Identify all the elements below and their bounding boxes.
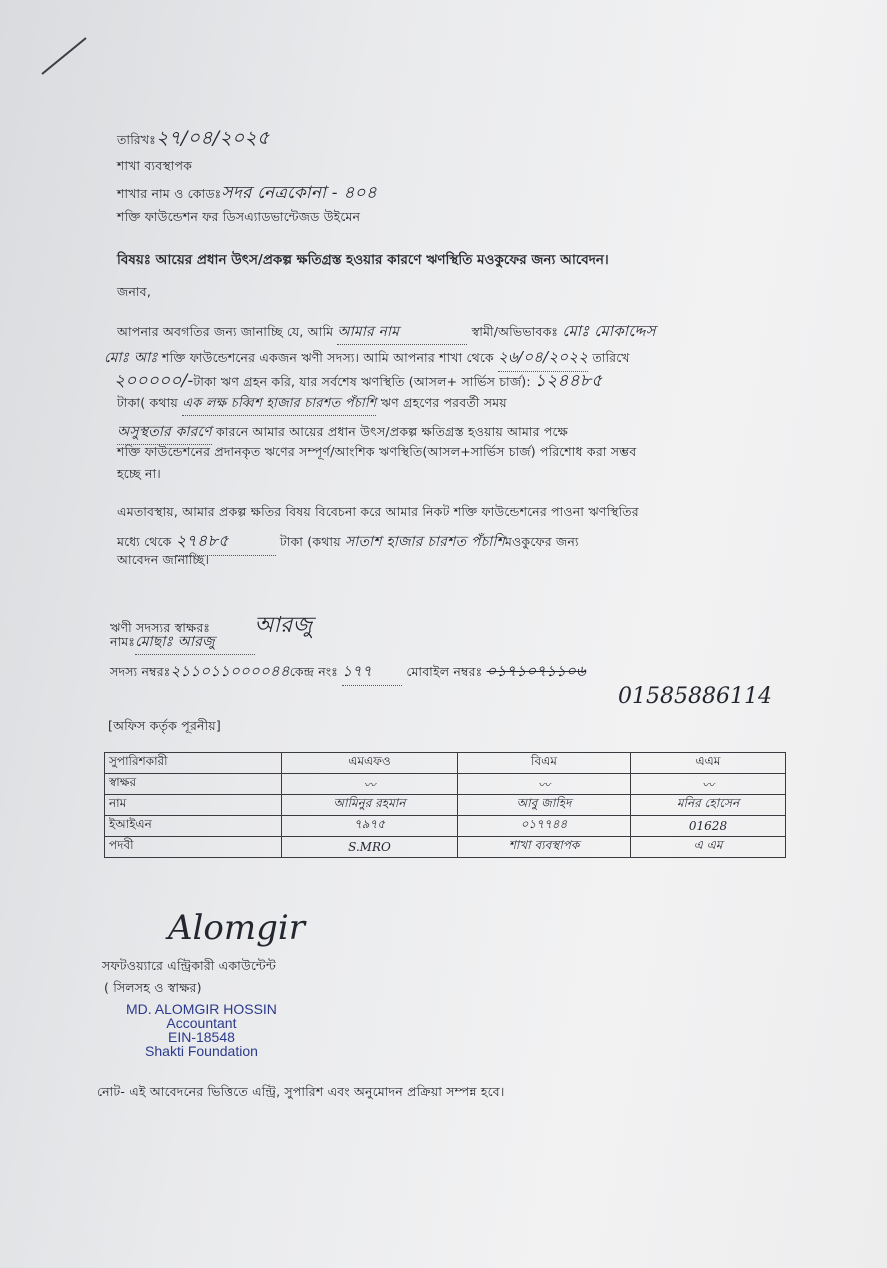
branch-label: শাখার নাম ও কোডঃ — [117, 186, 222, 201]
loan-date: ২৬/০৪/২০২২ — [498, 346, 588, 372]
seal-note: ( সিলসহ ও স্বাক্ষর) — [104, 980, 202, 995]
para1-line1: আপনার অবগতির জন্য জানাচ্ছি যে, আমি আমার নাম স্বামী/অভিভাবকঃ মোঃ মোকাদ্দেস — [117, 320, 656, 345]
signature-mfo: 〰 — [282, 774, 458, 795]
para2-line1: এমতাবস্থায়, আমার প্রকল্প ক্ষতির বিষয় বিবেচনা করে আমার নিকট শক্তি ফাউন্ডেশনের পাওনা ঋণস্থিতির — [117, 504, 639, 519]
member-id-line: সদস্য নম্বরঃ২১১০১১০০০০৪৪কেন্দ্র নংঃ ১৭৭ মোবাইল নম্বরঃ ০১৭১০৭১১০৬ — [110, 660, 586, 686]
table-cell: 01628 — [631, 816, 786, 837]
pen-stroke-mark — [38, 34, 90, 78]
organization-name: শক্তি ফাউন্ডেশন ফর ডিসএ্যাডভান্টেজড উইমেন — [117, 209, 361, 224]
stamp-line: EIN-18548 — [167, 1029, 235, 1045]
para1-line6: শক্তি ফাউন্ডেশনের প্রদানকৃত ঋণের সম্পূর্ণ/আংশিক ঋণস্থিতি(আসল+সার্ভিস চার্জ) পরিশোধ করা সম্ভব — [117, 444, 637, 459]
guardian-name-cont: মোঃ আঃ — [104, 350, 158, 366]
office-table — [104, 752, 786, 858]
branch-value: সদর নেত্রকোনা - ৪০৪ — [221, 183, 378, 203]
table-cell: মনির হোসেন — [631, 795, 786, 816]
para1-line5: অসুস্থতার কারণে কারনে আমার আয়ের প্রধান উৎস/প্রকল্প ক্ষতিগ্রস্ত হওয়ায় আমার পক্ষে — [117, 420, 568, 445]
mobile-number: 01585886114 — [618, 684, 772, 709]
table-header: এএম — [631, 753, 786, 774]
loan-balance: ১২৪৪৮৫ — [534, 371, 603, 391]
stamp-line: Accountant — [166, 1015, 237, 1031]
accountant-stamp — [126, 1002, 277, 1058]
member-name: মোছাঃ আরজু — [135, 630, 255, 655]
office-caption: [অফিস কর্তৃক পূরনীয়] — [108, 718, 221, 733]
salutation: জনাব, — [117, 284, 151, 299]
table-cell: শাখা ব্যবস্থাপক — [457, 837, 630, 858]
stamp-line: Shakti Foundation — [145, 1043, 258, 1059]
para2-line2: মধ্যে থেকে ২৭৪৮৫ টাকা (কথায় সাতাশ হাজার চারশত পঁচাশিমওকুফের জন্য — [117, 528, 579, 556]
table-row — [105, 837, 786, 858]
table-row — [105, 795, 786, 816]
para1-line7: হচ্ছে না। — [117, 466, 161, 481]
table-cell: S.MRO — [282, 837, 458, 858]
member-id: ২১১০১১০০০০৪৪ — [170, 662, 290, 680]
para1-line3: ২০০০০০/-টাকা ঋণ গ্রহন করি, যার সর্বশেষ ঋণস্থিতি (আসল+ সার্ভিস চার্জ): ১২৪৪৮৫ — [114, 371, 603, 391]
row-label: পদবী — [105, 837, 282, 858]
subject-line: বিষয়ঃ আয়ের প্রধান উৎস/প্রকল্প ক্ষতিগ্রস্ত হওয়ার কারণে ঋণস্থিতি মওকুফের জন্য আবেদন। — [117, 252, 609, 268]
row-label: স্বাক্ষর — [105, 774, 282, 795]
branch-line — [117, 180, 377, 208]
addressee: শাখা ব্যবস্থাপক — [117, 158, 193, 173]
mobile-number-struck: ০১৭১০৭১১০৬ — [486, 662, 586, 680]
table-row — [105, 774, 786, 795]
loan-amount: ২০০০০০/- — [114, 371, 194, 391]
para2-line3: আবেদন জানাচ্ছি। — [117, 552, 210, 567]
loan-balance-words: এক লক্ষ চব্বিশ হাজার চারশত পঁচাশি — [182, 394, 376, 416]
date-label: তারিখঃ — [117, 132, 156, 147]
stamp-line: MD. ALOMGIR HOSSIN — [126, 1001, 277, 1017]
footer-note: নোট- এই আবেদনের ভিত্তিতে এন্ট্রি, সুপারিশ এবং অনুমোদন প্রক্রিয়া সম্পন্ন হবে। — [97, 1084, 505, 1099]
accountant-role: সফটওয়্যারে এন্ট্রিকারী একাউন্টেন্ট — [102, 958, 276, 973]
row-label: নাম — [105, 795, 282, 816]
damage-reason: অসুস্থতার কারণে — [117, 420, 212, 445]
table-cell: এ এম — [631, 837, 786, 858]
waive-amount: ২৭৪৮৫ — [176, 528, 276, 556]
member-name-line: নামঃমোছাঃ আরজু — [110, 630, 255, 655]
table-header: বিএম — [457, 753, 630, 774]
table-cell: ৭৯৭৫ — [282, 816, 458, 837]
date-line — [117, 124, 270, 156]
para1-line4: টাকা( কথায় এক লক্ষ চব্বিশ হাজার চারশত পঁচাশি ঋণ গ্রহণের পরবর্তী সময় — [117, 394, 507, 416]
signature-am: 〰 — [631, 774, 786, 795]
table-header: সুপারিশকারী — [105, 753, 282, 774]
row-label: ইআইএন — [105, 816, 282, 837]
waive-amount-words: সাতাশ হাজার চারশত পঁচাশি — [344, 534, 505, 550]
member-signature: আরজু — [254, 613, 313, 638]
table-row — [105, 816, 786, 837]
table-row — [105, 753, 786, 774]
table-header: এমএফও — [282, 753, 458, 774]
applicant-name: আমার নাম — [337, 320, 467, 345]
guardian-name: মোঃ মোকাদ্দেস — [562, 322, 656, 340]
signature-bm: 〰 — [457, 774, 630, 795]
table-cell: আমিনুর রহমান — [282, 795, 458, 816]
center-number: ১৭৭ — [342, 660, 402, 686]
table-cell: ০১৭৭৪৪ — [457, 816, 630, 837]
date-value: ২৭/০৪/২০২৫ — [155, 127, 270, 149]
accountant-signature: Alomgir — [168, 908, 306, 948]
para1-line2: মোঃ আঃ শক্তি ফাউন্ডেশনের একজন ঋণী সদস্য। আমি আপনার শাখা থেকে ২৬/০৪/২০২২ তারিখে — [104, 346, 630, 372]
table-cell: আবু জাহিদ — [457, 795, 630, 816]
member-sign-line: ঋণী সদস্যর স্বাক্ষরঃ আরজু — [110, 613, 313, 638]
